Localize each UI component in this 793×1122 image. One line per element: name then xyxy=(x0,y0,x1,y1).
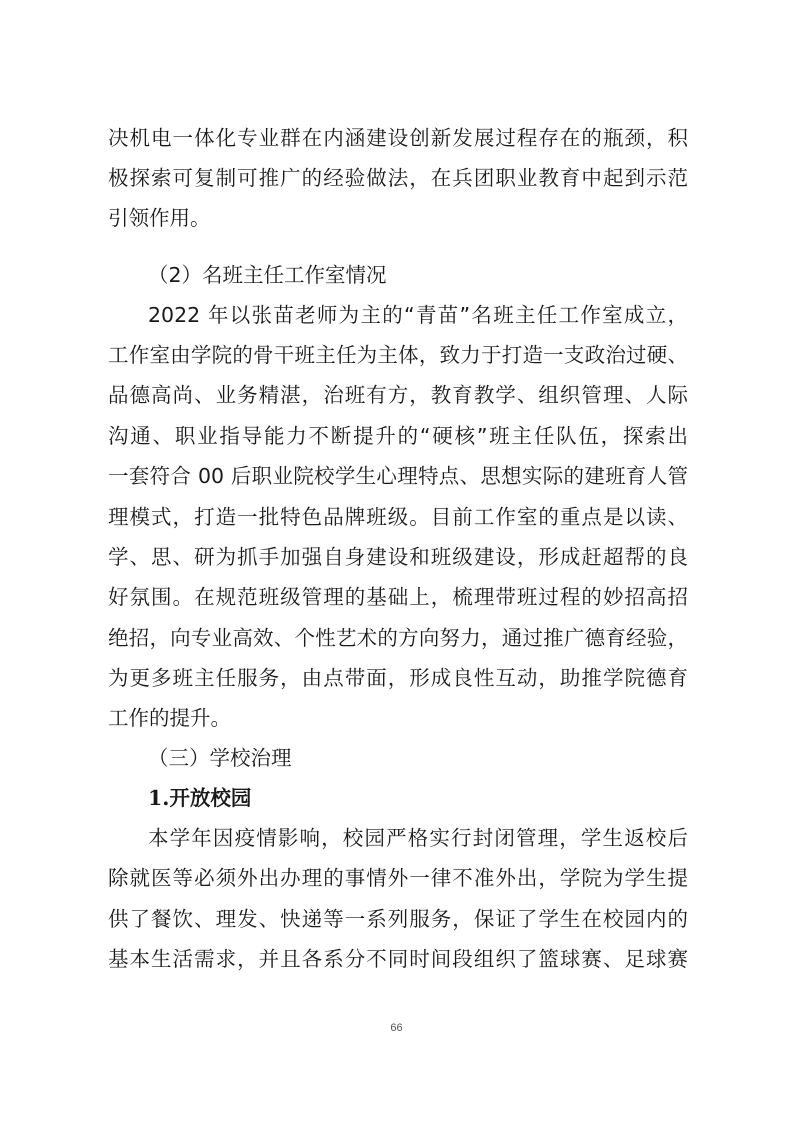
body-text-line: 基本生活需求，并且各系分不同时间段组织了篮球赛、足球赛 xyxy=(108,947,688,971)
body-text-line: 2022 年以张苗老师为主的“青苗”名班主任工作室成立， xyxy=(148,303,688,327)
body-text-line: 引领作用。 xyxy=(108,206,211,230)
body-text-line: 极探索可复制可推广的经验做法，在兵团职业教育中起到示范 xyxy=(108,166,688,190)
body-text-line: 决机电一体化专业群在内涵建设创新发展过程存在的瓶颈，积 xyxy=(108,126,688,150)
body-text-line: 一套符合 00 后职业院校学生心理特点、思想实际的建班育人管 xyxy=(108,464,688,488)
section-heading: （2）名班主任工作室情况 xyxy=(148,263,387,287)
body-text-line: 为更多班主任服务，由点带面，形成良性互动，助推学院德育 xyxy=(108,666,688,690)
body-text-line: 工作室由学院的骨干班主任为主体，致力于打造一支政治过硬、 xyxy=(108,343,688,367)
page-number: 66 xyxy=(390,1022,403,1034)
body-text-line: 理模式，打造一批特色品牌班级。目前工作室的重点是以读、 xyxy=(108,505,688,529)
body-text-line: 好氛围。在规范班级管理的基础上，梳理带班过程的妙招高招 xyxy=(108,585,688,609)
body-text-line: 工作的提升。 xyxy=(108,706,231,730)
body-text-line: 本学年因疫情影响，校园严格实行封闭管理，学生返校后 xyxy=(148,826,688,850)
section-heading: （三）学校治理 xyxy=(148,746,292,770)
body-text-line: 品德高尚、业务精湛，治班有方，教育教学、组织管理、人际 xyxy=(108,383,688,407)
body-text-line: 学、思、研为抓手加强自身建设和班级建设，形成赶超帮的良 xyxy=(108,545,688,569)
body-text-line: 绝招，向专业高效、个性艺术的方向努力，通过推广德育经验， xyxy=(108,626,688,650)
body-text-line: 沟通、职业指导能力不断提升的“硬核”班主任队伍，探索出 xyxy=(108,424,688,448)
body-text-line: 除就医等必须外出办理的事情外一律不准外出，学院为学生提 xyxy=(108,866,688,890)
body-text-line: 供了餐饮、理发、快递等一系列服务，保证了学生在校园内的 xyxy=(108,907,688,931)
subsection-heading: 1.开放校园 xyxy=(148,786,252,810)
